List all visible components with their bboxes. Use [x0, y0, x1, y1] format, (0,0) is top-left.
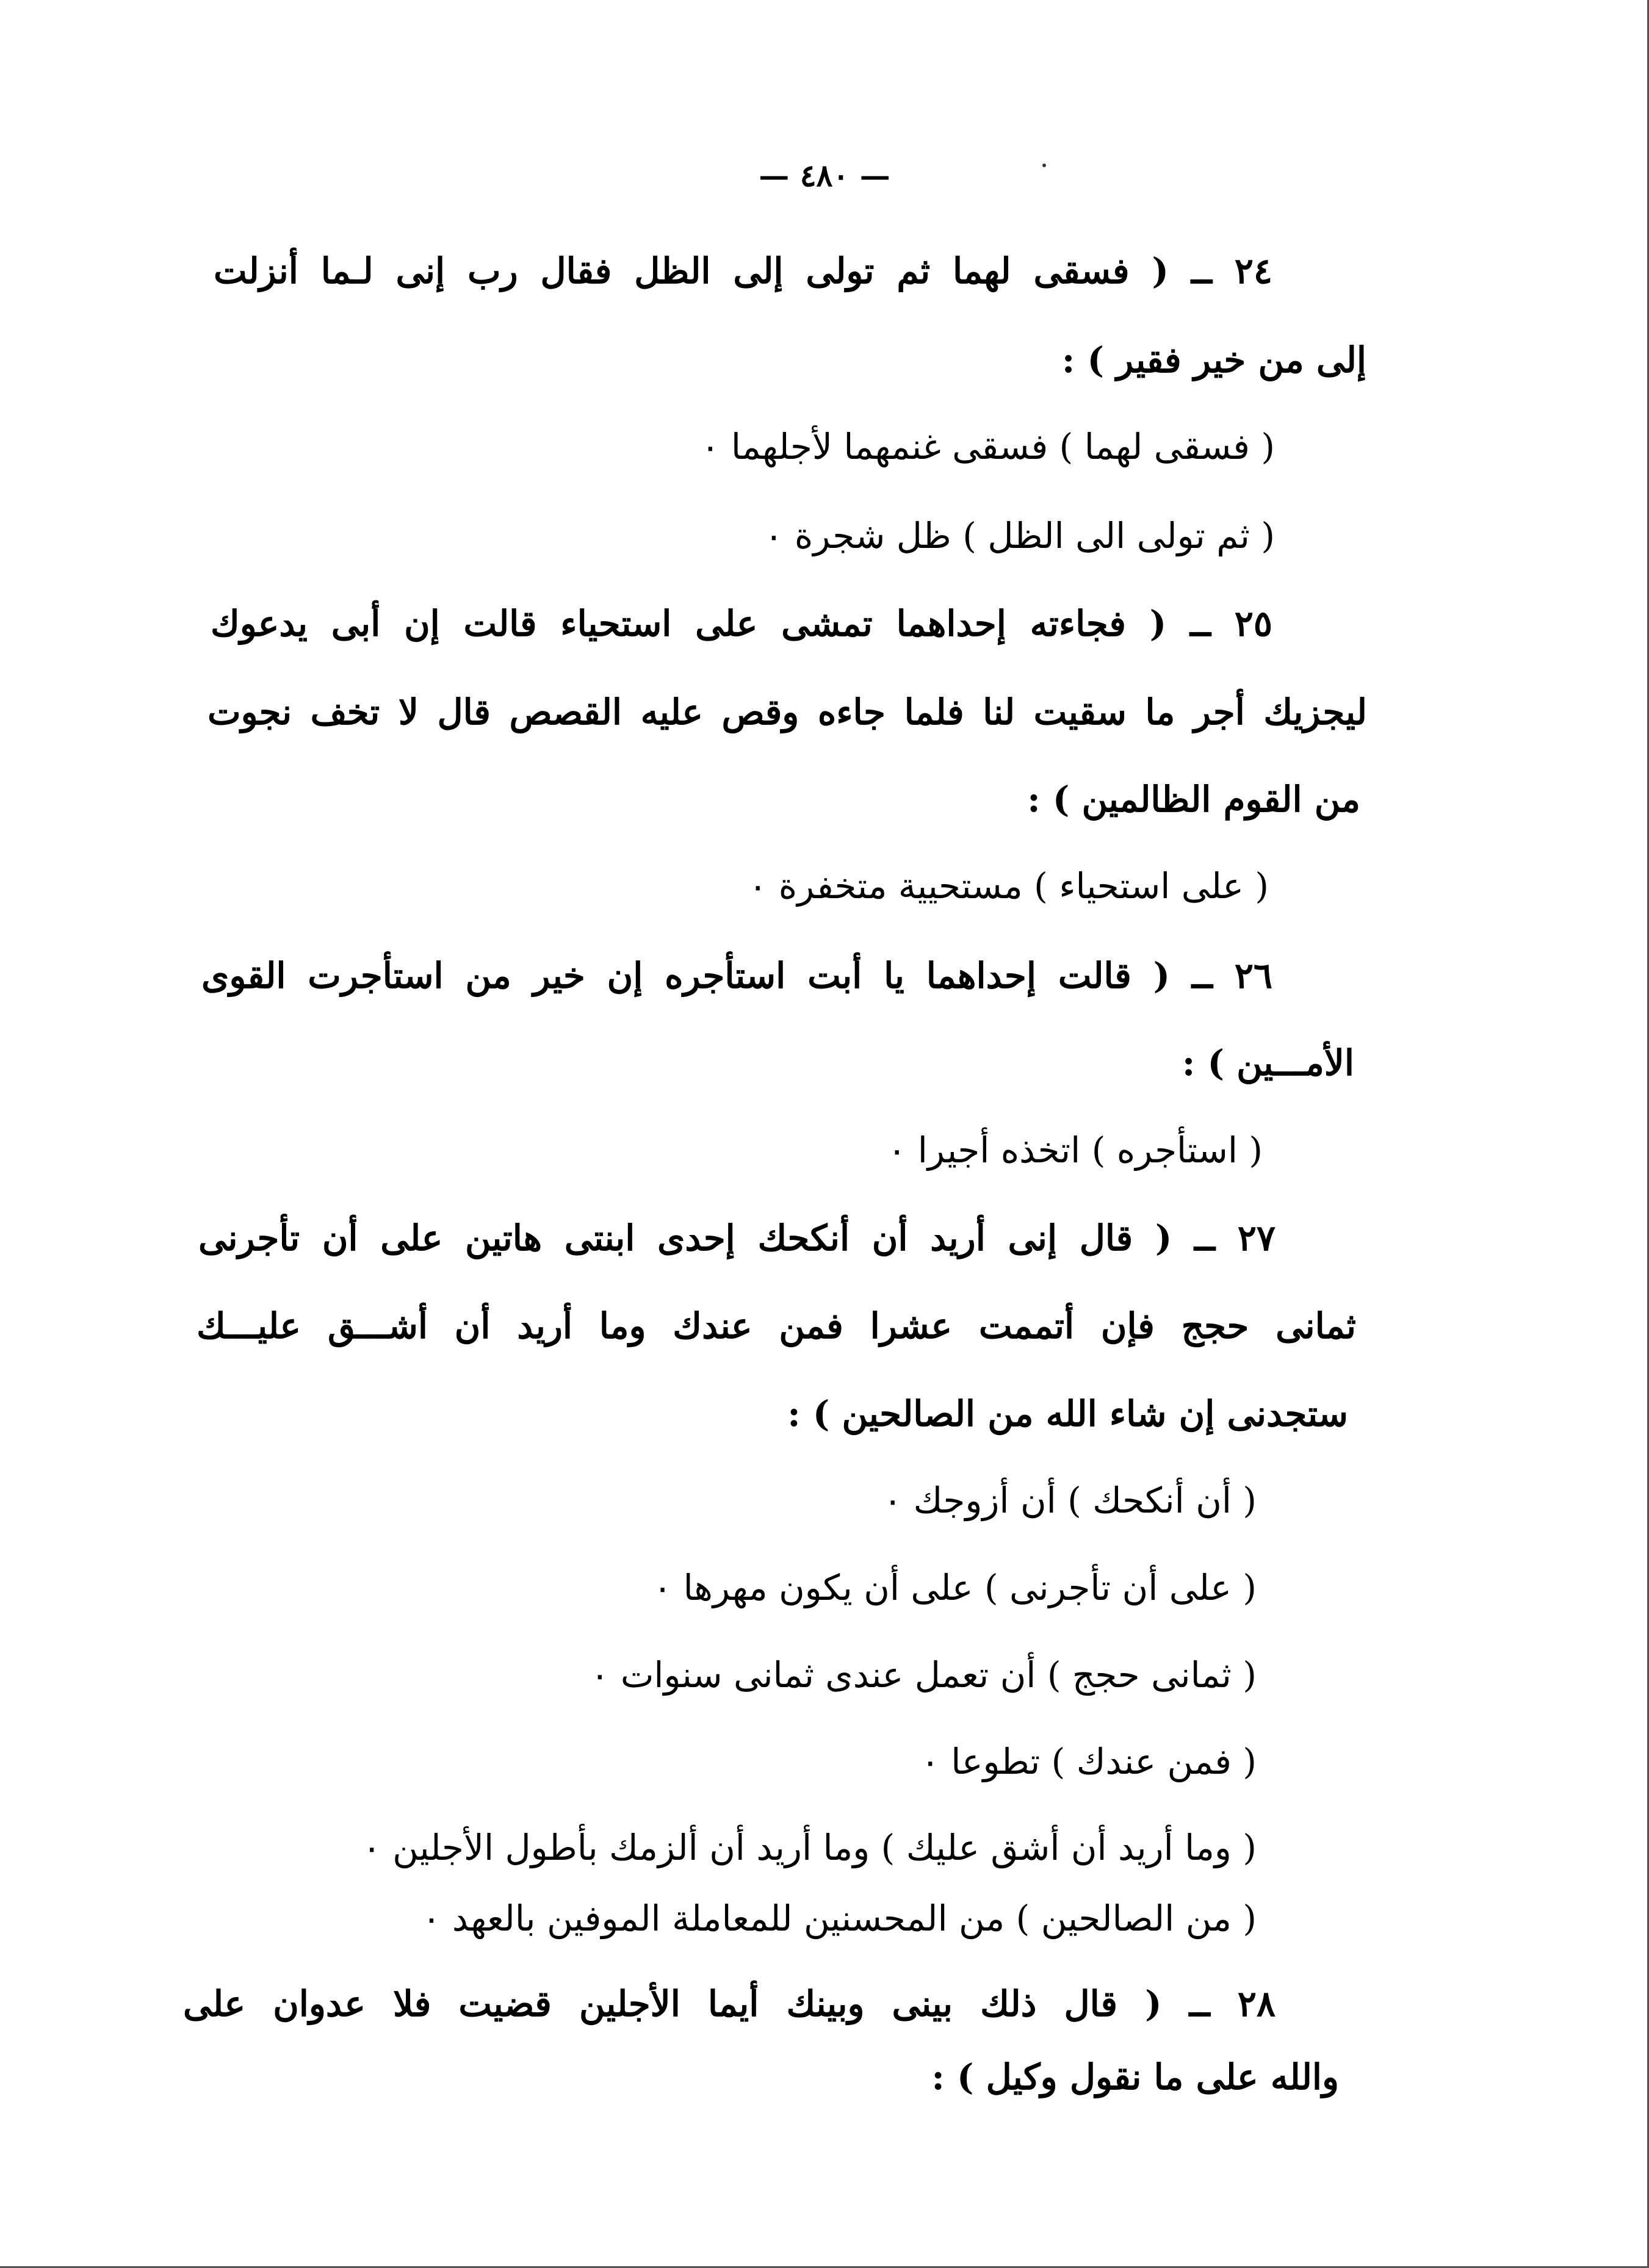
- verse-27-line-1: ٢٧ ــ ( قال إنى أريد أن أنكحك إحدى ابنتى هاتين على أن تأجرنى: [198, 1217, 1276, 1259]
- verse-28-line-2: والله على ما نقول وكيل ) :: [931, 2056, 1339, 2098]
- gloss-line: ( على استحياء ) مستحيية متخفرة ٠: [748, 865, 1269, 907]
- verse-25-line-1: ٢٥ ــ ( فجاءته إحداهما تمشى على استحياء قالت إن أبى يدعوك: [211, 603, 1272, 644]
- gloss-line: ( ثم تولى الى الظل ) ظل شجرة ٠: [764, 515, 1275, 556]
- gloss-line: ( فمن عندك ) تطوعا ٠: [920, 1741, 1257, 1782]
- gloss-line: ( استأجره ) اتخذه أجيرا ٠: [887, 1129, 1263, 1171]
- verse-25-line-2: ليجزيك أجر ما سقيت لنا فلما جاءه وقص عليه القصص قال لا تخف نجوت: [207, 691, 1367, 733]
- verse-27-line-3: ستجدنى إن شاء الله من الصالحين ) :: [787, 1393, 1348, 1435]
- verse-25-line-3: من القوم الظالمين ) :: [1027, 779, 1360, 820]
- page-number: — ٤٨٠ —: [759, 157, 890, 193]
- gloss-line: ( على أن تأجرنى ) على أن يكون مهرها ٠: [652, 1567, 1257, 1608]
- gloss-line: ( فسقى لهما ) فسقى غنمهما لأجلهما ٠: [701, 426, 1275, 467]
- verse-26-line-1: ٢٦ ــ ( قالت إحداهما يا أبت استأجره إن خير من استأجرت القوى: [201, 955, 1272, 996]
- verse-24-line-1: ٢٤ ــ ( فسقى لهما ثم تولى إلى الظل فقال رب إنى لـما أنزلت: [214, 250, 1272, 292]
- gloss-line: ( ثمانى حجج ) أن تعمل عندى ثمانى سنوات ٠: [590, 1654, 1257, 1696]
- verse-24-line-2: إلى من خير فقير ) :: [1061, 339, 1366, 381]
- gloss-line: ( من الصالحين ) من المحسنين للمعاملة الموفين بالعهد ٠: [422, 1898, 1257, 1939]
- gloss-line: ( وما أريد أن أشق عليك ) وما أريد أن ألزمك بأطول الأجلين ٠: [362, 1827, 1257, 1868]
- gloss-line: ( أن أنكحك ) أن أزوجك ٠: [883, 1480, 1257, 1521]
- verse-26-line-2: الأمـــين ) :: [1182, 1042, 1354, 1084]
- verse-27-line-2: ثمانى حجج فإن أتممت عشرا فمن عندك وما أريد أن أشـــق عليـــك: [197, 1305, 1356, 1347]
- verse-28-line-1: ٢٨ ــ ( قال ذلك بينى وبينك أيما الأجلين قضيت فلا عدوان على: [183, 1983, 1276, 2025]
